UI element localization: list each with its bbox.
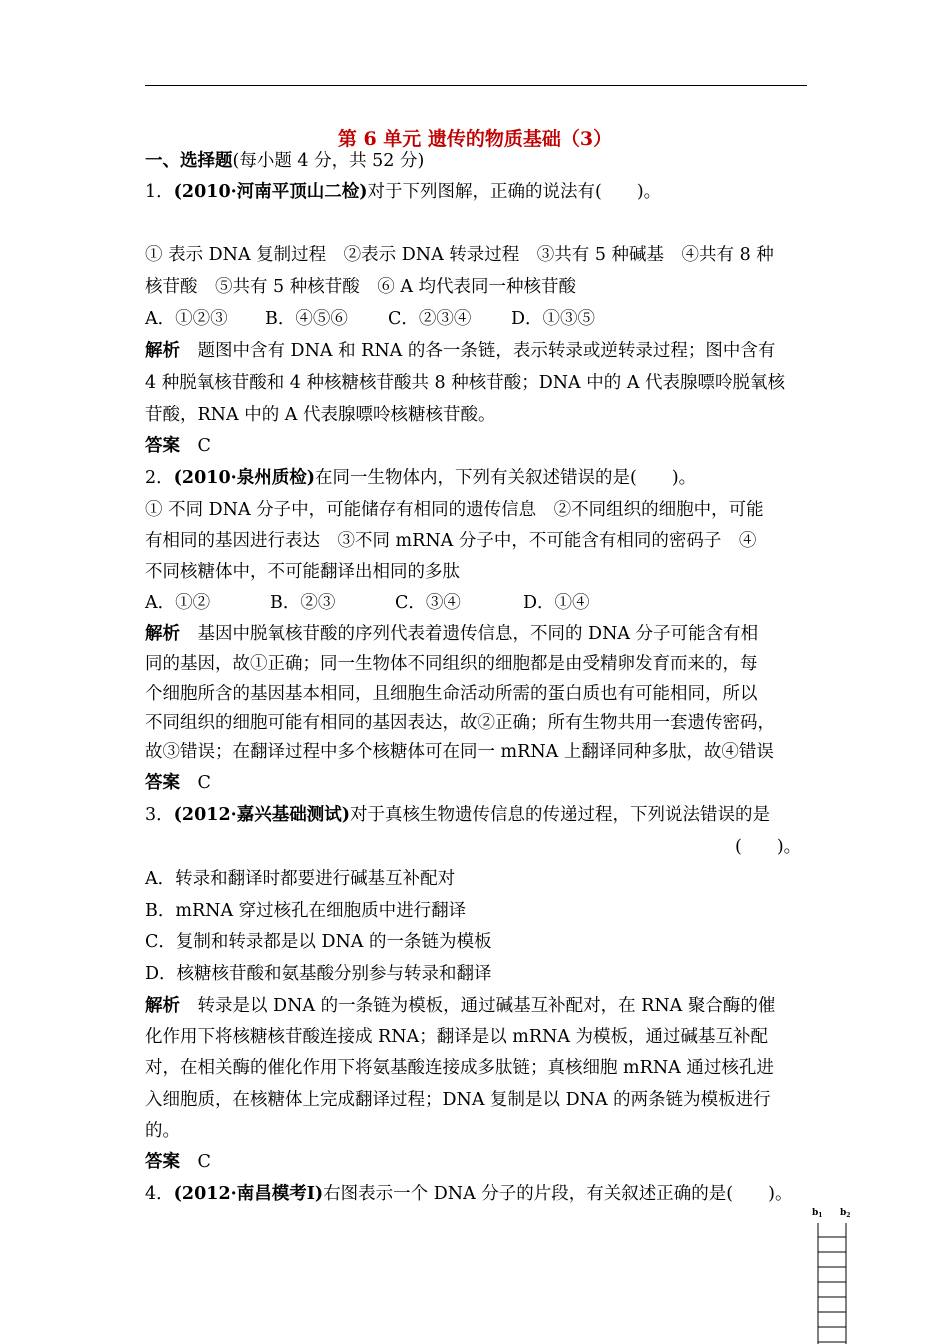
q1-answer-value: C	[197, 436, 211, 456]
q4-source: (2012·南昌模考Ⅰ)	[173, 1184, 324, 1204]
dna-ladder-figure	[812, 1205, 862, 1344]
q3-answer-value: C	[197, 1152, 211, 1172]
q2-answer	[145, 772, 211, 794]
q2-statement-line: 有相同的基因进行表达 ③不同 mRNA 分子中，不可能含有相同的密码子 ④	[145, 531, 757, 551]
q1-answer-label: 答案	[145, 436, 180, 456]
q3-analysis-line: 入细胞质，在核糖体上完成翻译过程；DNA 复制是以 DNA 的两条链为模板进行	[145, 1090, 771, 1110]
q2-answer-label: 答案	[145, 773, 180, 793]
q1-statement-line: ① 表示 DNA 复制过程 ②表示 DNA 转录过程 ③共有 5 种碱基 ④共有 8 种	[145, 245, 774, 265]
q3-source: (2012·嘉兴基础测试)	[173, 805, 350, 825]
q3-option-a: A．转录和翻译时都要进行碱基互补配对	[145, 869, 456, 889]
q2-analysis-text: 基因中脱氧核苷酸的序列代表着遗传信息，不同的 DNA 分子可能含有相	[197, 624, 759, 644]
page-title: 第 6 单元 遗传的物质基础（3）	[337, 128, 613, 150]
q1-source: (2010·河南平顶山二检)	[173, 182, 368, 202]
q3-stem-tail: ( )。	[735, 837, 802, 857]
q2-stem	[145, 467, 696, 489]
q1-answer	[145, 435, 211, 457]
q4-stem	[145, 1183, 792, 1205]
q3-analysis-line: 的。	[145, 1121, 180, 1141]
q3-analysis-label: 解析	[145, 996, 180, 1016]
q3-answer-label: 答案	[145, 1152, 180, 1172]
q1-stem	[145, 181, 661, 203]
q2-option-c: C．③④	[395, 593, 461, 613]
q3-option-c: C．复制和转录都是以 DNA 的一条链为模板	[145, 932, 492, 952]
q3-number: 3．	[145, 805, 174, 825]
q1-statement-line: 核苷酸 ⑤共有 5 种核苷酸 ⑥ A 均代表同一种核苷酸	[145, 277, 577, 297]
q2-number: 2．	[145, 468, 174, 488]
header-rule	[145, 85, 807, 86]
q3-analysis-text: 转录是以 DNA 的一条链为模板，通过碱基互补配对，在 RNA 聚合酶的催	[197, 996, 776, 1016]
q1-option-a: A．①②③	[145, 309, 228, 329]
q2-analysis-line: 故③错误；在翻译过程中多个核糖体可在同一 mRNA 上翻译同种多肽，故④错误	[145, 742, 774, 762]
q1-analysis-line: 4 种脱氧核苷酸和 4 种核糖核苷酸共 8 种核苷酸；DNA 中的 A 代表腺嘌呤脱氧核	[145, 373, 786, 393]
q4-stem-text: 右图表示一个 DNA 分子的片段，有关叙述正确的是( )。	[323, 1184, 793, 1204]
q3-analysis-line: 对，在相关酶的催化作用下将氨基酸连接成多肽链；真核细胞 mRNA 通过核孔进	[145, 1058, 774, 1078]
q3-option-b: B．mRNA 穿过核孔在细胞质中进行翻译	[145, 901, 467, 921]
q3-answer	[145, 1151, 211, 1173]
q4-number: 4．	[145, 1184, 174, 1204]
q3-analysis-line: 化作用下将核糖核苷酸连接成 RNA；翻译是以 mRNA 为模板，通过碱基互补配	[145, 1027, 769, 1047]
q1-analysis-line	[145, 340, 775, 362]
q2-option-b: B．②③	[270, 593, 336, 613]
q2-analysis-line: 同的基因，故①正确；同一生物体不同组织的细胞都是由受精卵发育而来的，每	[145, 654, 758, 674]
q3-stem	[145, 804, 770, 826]
q1-options	[145, 308, 595, 330]
q1-option-d: D．①③⑤	[511, 309, 596, 329]
q3-analysis-line	[145, 995, 775, 1017]
q2-answer-value: C	[197, 773, 211, 793]
q2-options	[145, 592, 590, 614]
q1-analysis-line: 苷酸，RNA 中的 A 代表腺嘌呤核糖核苷酸。	[145, 405, 496, 425]
q2-option-a: A．①②	[145, 593, 211, 613]
strand-label-b2: $b_2$	[840, 1208, 851, 1219]
q2-analysis-line	[145, 623, 758, 645]
q2-statement-line: 不同核糖体中，不可能翻译出相同的多肽	[145, 562, 460, 582]
strand-label-b1: $b_1$	[812, 1208, 823, 1219]
q2-analysis-line: 个细胞所含的基因基本相同，且细胞生命活动所需的蛋白质也有可能相同，所以	[145, 684, 758, 704]
section-heading	[145, 150, 424, 172]
q1-analysis-label: 解析	[145, 341, 180, 361]
q2-option-d: D．①④	[523, 593, 590, 613]
q2-statement-line: ① 不同 DNA 分子中，可能储存有相同的遗传信息 ②不同组织的细胞中，可能	[145, 500, 764, 520]
q2-stem-text: 在同一生物体内，下列有关叙述错误的是( )。	[315, 468, 697, 488]
section-label: 一、选择题	[145, 151, 233, 171]
q2-analysis-label: 解析	[145, 624, 180, 644]
q1-number: 1．	[145, 182, 174, 202]
q1-option-c: C．②③④	[388, 309, 472, 329]
section-note: (每小题 4 分，共 52 分)	[232, 151, 425, 171]
q3-option-d: D．核糖核苷酸和氨基酸分别参与转录和翻译	[145, 964, 492, 984]
q1-option-b: B．④⑤⑥	[265, 309, 348, 329]
q2-analysis-line: 不同组织的细胞可能有相同的基因表达，故②正确；所有生物共用一套遗传密码，	[145, 713, 775, 733]
q1-analysis-text: 题图中含有 DNA 和 RNA 的各一条链，表示转录或逆转录过程；图中含有	[197, 341, 776, 361]
q1-stem-text: 对于下列图解，正确的说法有( )。	[367, 182, 662, 202]
q2-source: (2010·泉州质检)	[173, 468, 315, 488]
q3-stem-text: 对于真核生物遗传信息的传递过程，下列说法错误的是	[350, 805, 770, 825]
